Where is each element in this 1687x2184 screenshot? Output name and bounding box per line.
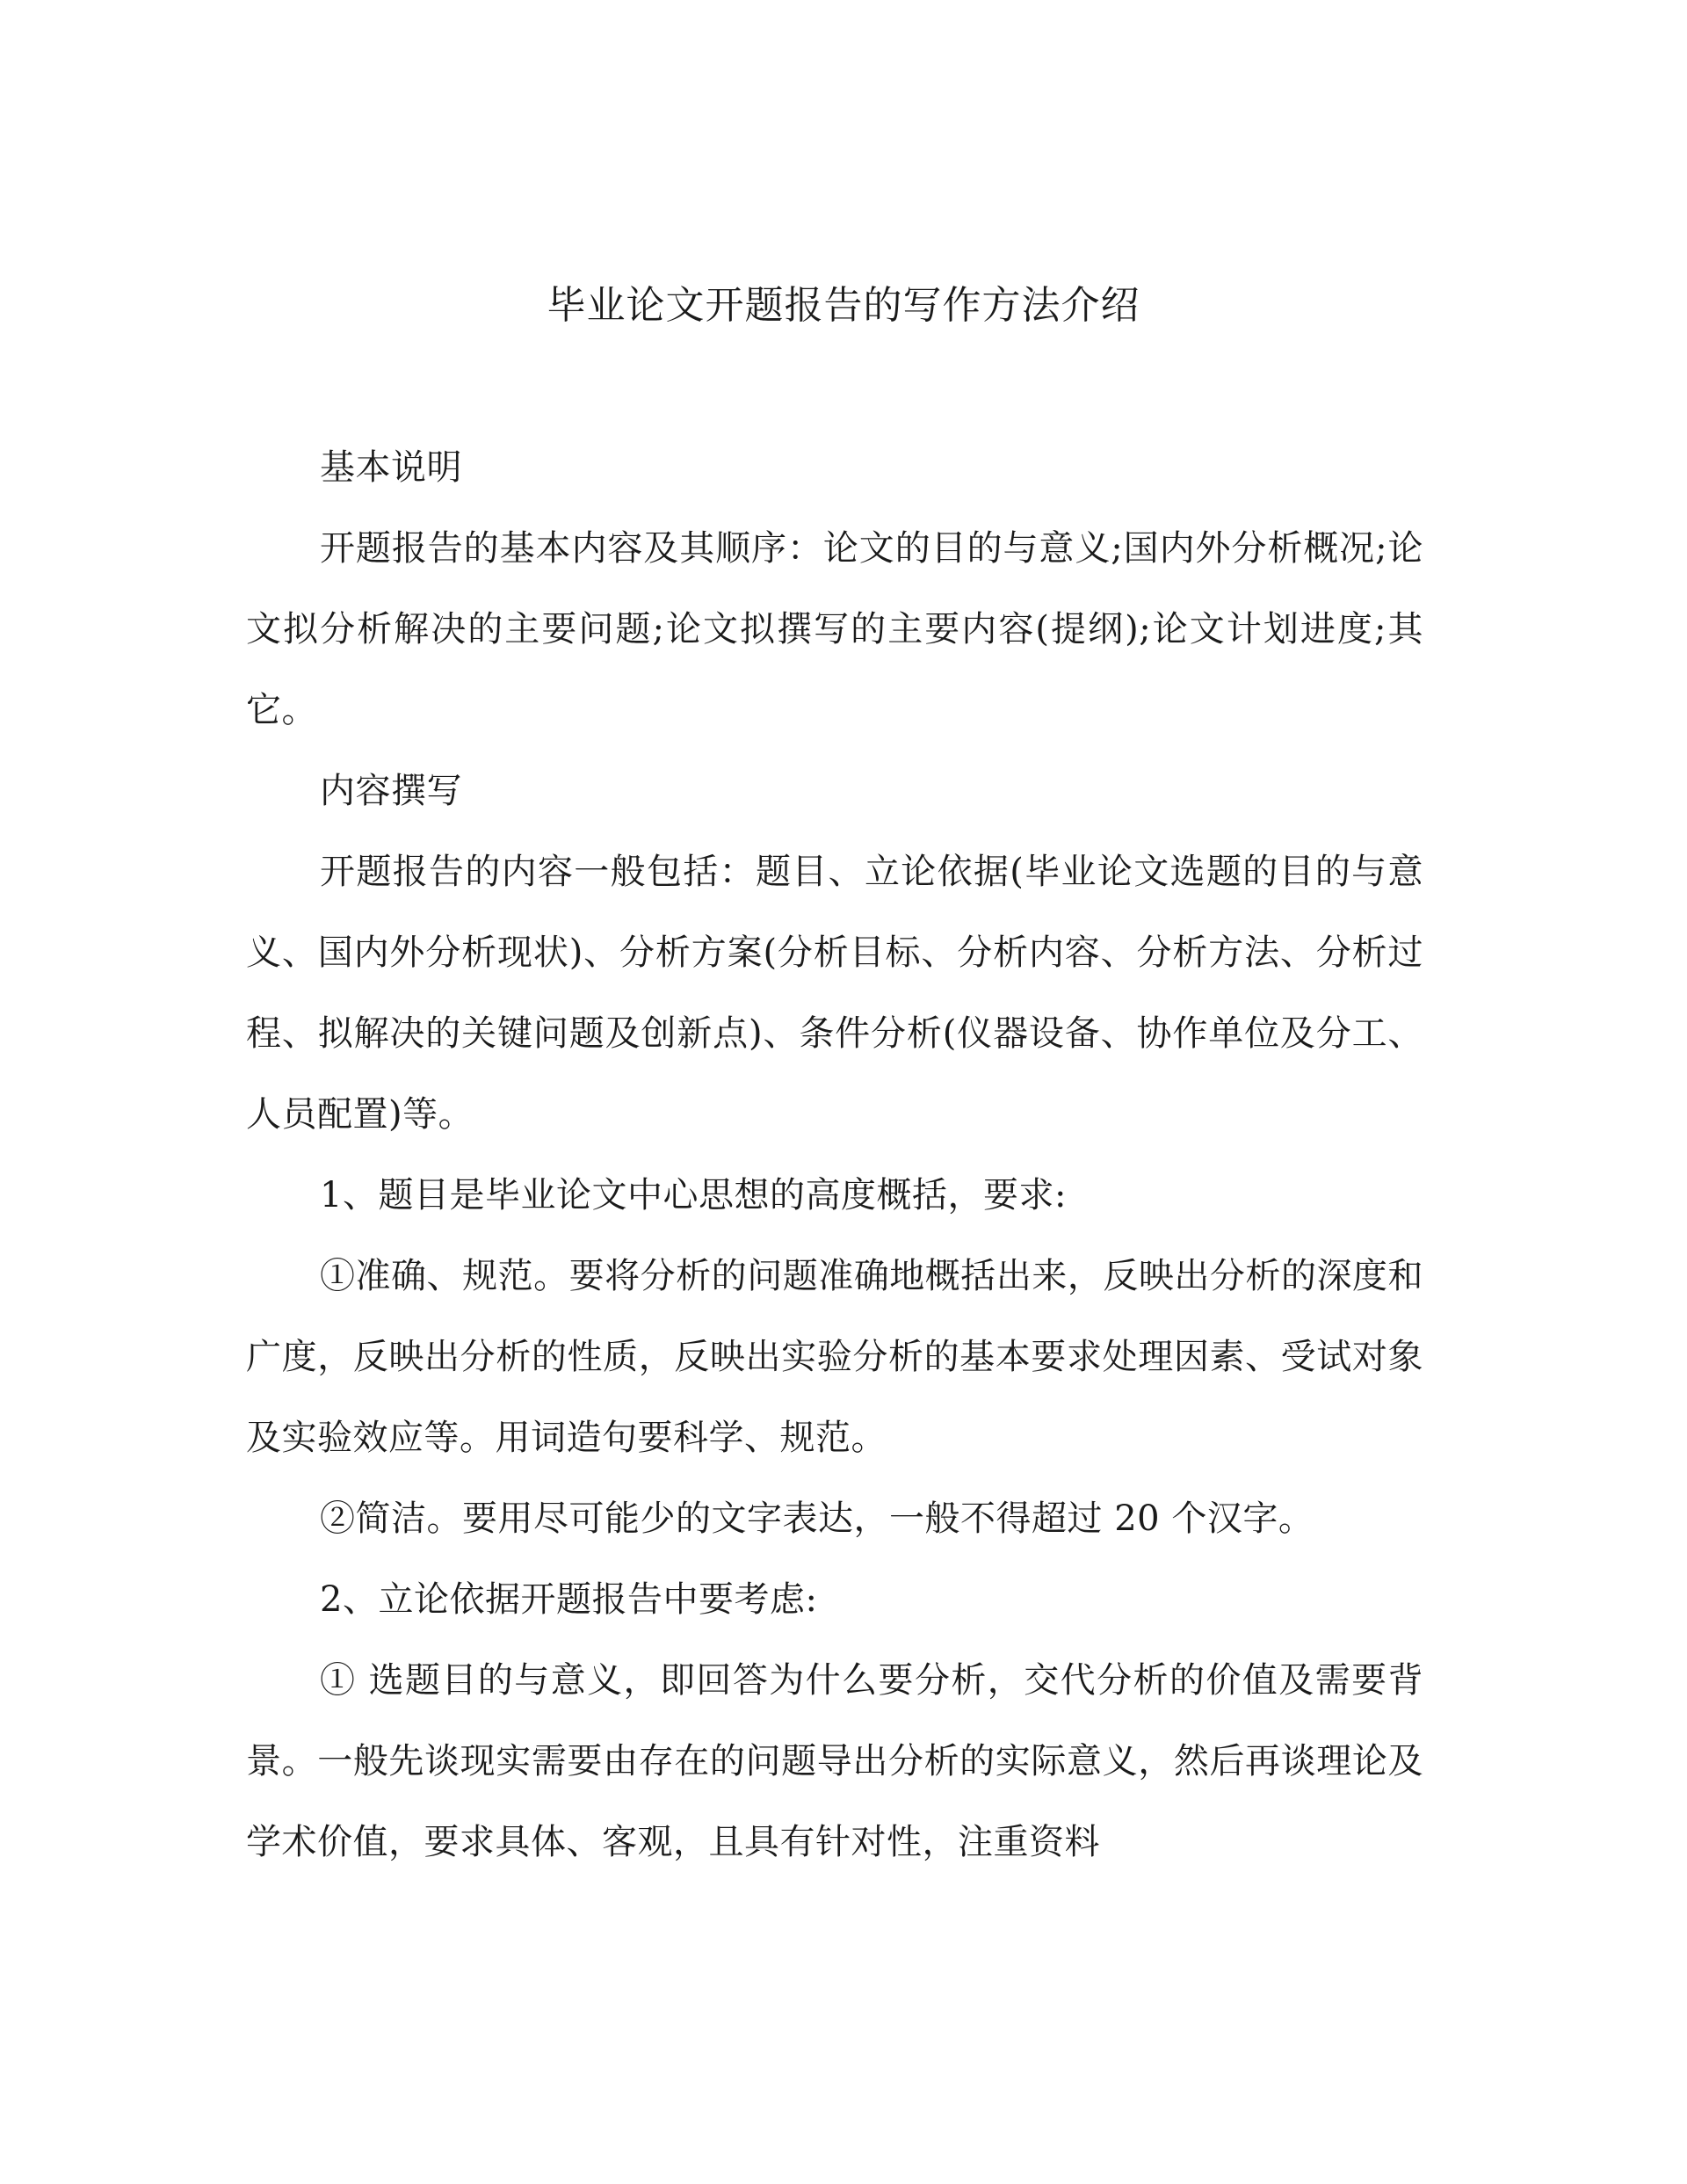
list-item-concise: ②简洁。要用尽可能少的文字表达，一般不得超过 20 个汉字。 [320, 1498, 1314, 1539]
document-body [246, 427, 1423, 1883]
list-item-purpose-significance: ① 选题目的与意义，即回答为什么要分析，交代分析的价值及需要背景。一般先谈现实需要由存在的问题导出分析的实际意义，然后再谈理论及学术价值，要求具体、客观，且具有针对性，注重资料 [246, 1660, 1423, 1862]
list-item-accurate-standard: ①准确、规范。要将分析的问题准确地概括出来，反映出分析的深度和广度，反映出分析的性质，反映出实验分析的基本要求处理因素、受试对象及实验效应等。用词造句要科学、规范。 [246, 1256, 1423, 1458]
paragraph-basic-contents: 开题报告的基本内容及其顺序：论文的目的与意义;国内外分析概况;论文拟分析解决的主要问题;论文拟撰写的主要内容(提纲);论文计划进度;其它。 [246, 528, 1423, 730]
list-item-basis-considerations: 2、立论依据开题报告中要考虑: [320, 1579, 818, 1620]
list-item-title-requirements: 1、题目是毕业论文中心思想的高度概括，要求: [320, 1175, 1067, 1215]
section-heading-content-writing: 内容撰写 [320, 771, 462, 811]
paragraph-report-contents: 开题报告的内容一般包括：题目、立论依据(毕业论文选题的目的与意义、国内外分析现状)、分析方案(分析目标、分析内容、分析方法、分析过程、拟解决的关键问题及创新点)、条件分析(仪器设备、协作单位及分工、人员配置)等。 [246, 852, 1423, 1135]
section-heading-basic-description: 基本说明 [320, 447, 462, 488]
document-title: 毕业论文开题报告的写作方法介绍 [547, 283, 1140, 328]
